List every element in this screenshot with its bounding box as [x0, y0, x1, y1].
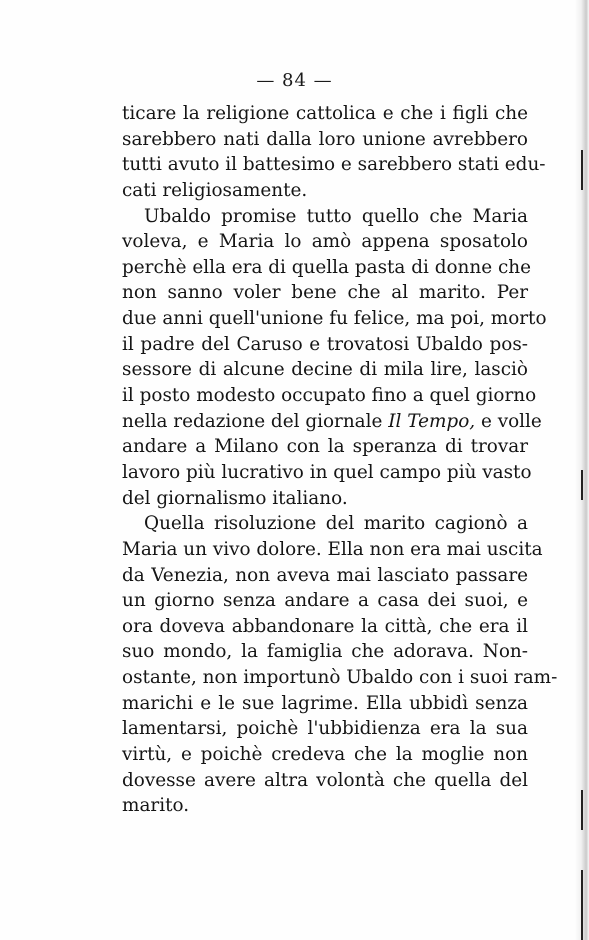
text-line: suo mondo, la famiglia che adorava. Non- — [122, 641, 528, 663]
text-line: andare a Milano con la speranza di trovar — [122, 436, 528, 458]
text-line: Maria un vivo dolore. Ella non era mai uscita — [122, 538, 543, 560]
text-line: virtù, e poichè credeva che la moglie non — [122, 744, 528, 766]
newspaper-title: Il Tempo, — [388, 410, 476, 432]
page-edge-mark — [581, 470, 583, 500]
text-line: il posto modesto occupato fino a quel giorno — [122, 385, 537, 407]
text-line: Quella risoluzione del marito cagionò a — [144, 513, 528, 535]
text-line: perchè ella era di quella pasta di donne che — [122, 256, 532, 278]
text-line: marito. — [122, 795, 190, 817]
text-line: ora doveva abbandonare la città, che era il — [122, 615, 528, 637]
text-line: lamentarsi, poichè l'ubbidienza era la sua — [122, 718, 528, 740]
text-segment: e volle — [480, 410, 542, 432]
page-edge-mark — [581, 870, 583, 940]
text-line: due anni quell'unione fu felice, ma poi, morto — [122, 308, 547, 330]
text-line: voleva, e Maria lo amò appena sposatolo — [122, 231, 528, 253]
text-line: del giornalismo italiano. — [122, 487, 348, 509]
text-line: il padre del Caruso e trovatosi Ubaldo pos- — [122, 333, 528, 355]
page-edge-mark — [581, 790, 583, 830]
page-number: — 84 — — [256, 70, 333, 91]
body-text — [122, 101, 558, 819]
text-segment: nella redazione del giornale — [122, 410, 383, 432]
text-line: sarebbero nati dalla loro unione avrebbero — [122, 128, 528, 150]
text-line: ostante, non importunò Ubaldo con i suoi ram- — [122, 667, 558, 689]
text-line: tutti avuto il battesimo e sarebbero stati edu- — [122, 154, 546, 176]
text-line: da Venezia, non aveva mai lasciato passare — [122, 564, 528, 586]
text-line: marichi e le sue lagrime. Ella ubbidì senza — [122, 692, 528, 714]
text-line: Ubaldo promise tutto quello che Maria — [144, 205, 528, 227]
text-line: dovesse avere altra volontà che quella del — [122, 769, 528, 791]
text-line: non sanno voler bene che al marito. Per — [122, 282, 528, 304]
text-line: sessore di alcune decine di mila lire, lasciò — [122, 359, 528, 381]
text-line: un giorno senza andare a casa dei suoi, e — [122, 590, 528, 612]
text-line: cati religiosamente. — [122, 179, 308, 201]
page-edge-mark — [581, 150, 583, 190]
text-line: ticare la religione cattolica e che i figli che — [122, 103, 528, 124]
text-line-with-title — [122, 409, 542, 435]
text-line: lavoro più lucrativo in quel campo più vasto — [122, 461, 532, 483]
